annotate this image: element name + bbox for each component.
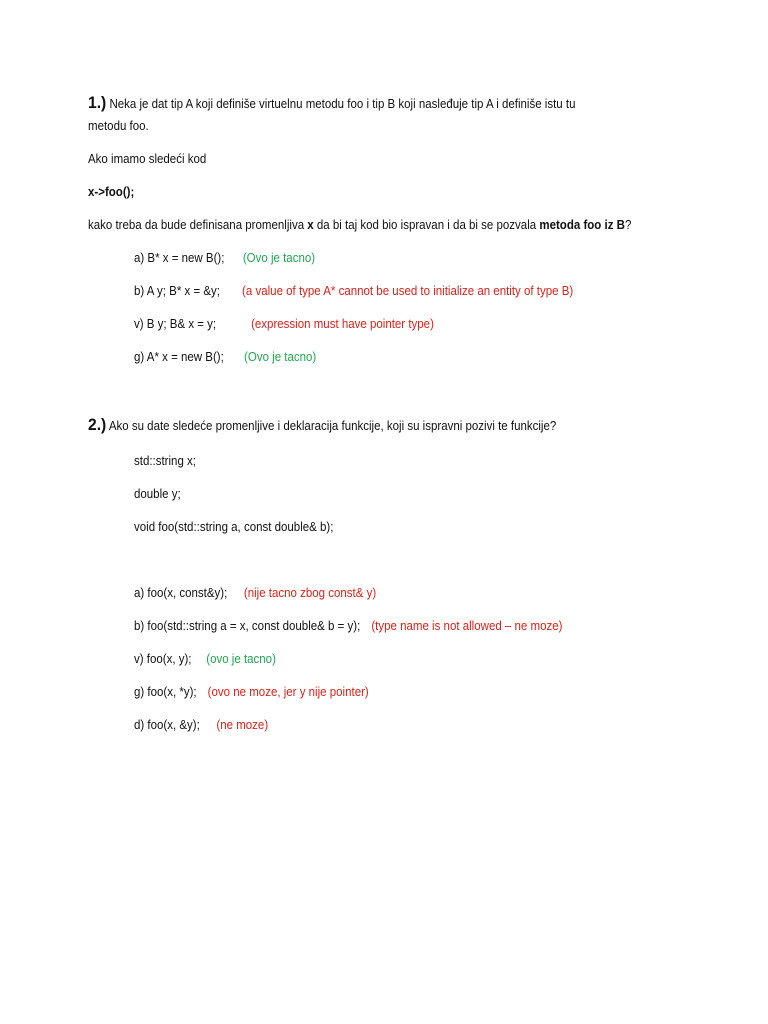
q1-question-method: metoda foo iz B: [539, 218, 625, 232]
q2-answer-d-note: (ne moze): [216, 718, 269, 732]
q1-question-mid: da bi taj kod bio ispravan i da bi se pozvala: [313, 218, 540, 232]
q2-decl-double: double y;: [134, 487, 181, 501]
q1-answer-a: [134, 249, 315, 267]
q1-number: 1.): [88, 93, 107, 112]
q2-answer-b-label: b) foo(std::string a = x, const double& b = y);: [134, 619, 361, 633]
q1-answer-b: [134, 282, 573, 300]
q2-answer-a-note: (nije tacno zbog const& y): [243, 586, 377, 600]
q1-question: [88, 216, 631, 234]
q1-answer-g-label: g) A* x = new B();: [134, 350, 224, 364]
q1-code-lead: Ako imamo sledeći kod: [88, 152, 207, 166]
q2-answer-a: [134, 584, 376, 602]
q1-intro-continuation: metodu foo.: [88, 119, 149, 133]
q2-answer-g-label: g) foo(x, *y);: [134, 685, 197, 699]
q2-answer-g-note: (ovo ne moze, jer y nije pointer): [207, 685, 369, 699]
q1-answer-g-note: (Ovo je tacno): [244, 350, 317, 364]
q2-answer-b: [134, 617, 562, 635]
q2-number: 2.): [88, 415, 107, 434]
q2-answer-v-label: v) foo(x, y);: [134, 652, 192, 666]
q2-intro-text: Ako su date sledeće promenljive i deklaracija funkcije, koji su ispravni pozivi te funkcije?: [106, 419, 557, 433]
q2-answer-b-note: (type name is not allowed – ne moze): [371, 619, 563, 633]
q1-answer-v-note: (expression must have pointer type): [251, 317, 434, 331]
q2-answer-d: [134, 716, 268, 734]
q2-answer-a-label: a) foo(x, const&y);: [134, 586, 228, 600]
q1-intro-text: Neka je dat tip A koji definiše virtuelnu metodu foo i tip B koji nasleđuje tip A i definiše istu tu: [106, 97, 576, 111]
q2-decl-function: void foo(std::string a, const double& b);: [134, 520, 334, 534]
q2-answer-v: [134, 650, 276, 668]
q1-question-pre: kako treba da bude definisana promenljiva: [88, 218, 308, 232]
q2-intro-line: [88, 416, 556, 435]
q1-answer-g: [134, 348, 316, 366]
q1-answer-a-label: a) B* x = new B();: [134, 251, 225, 265]
q1-question-end: ?: [624, 218, 632, 232]
q1-question-var: x: [307, 218, 314, 232]
q1-answer-b-note: (a value of type A* cannot be used to initialize an entity of type B): [242, 284, 574, 298]
q2-answer-g: [134, 683, 369, 701]
q2-decl-string: std::string x;: [134, 454, 196, 468]
q1-code: x->foo();: [88, 185, 135, 199]
q1-intro-line: [88, 94, 575, 113]
q2-answer-d-label: d) foo(x, &y);: [134, 718, 200, 732]
q2-answer-v-note: (ovo je tacno): [206, 652, 276, 666]
q1-answer-v: [134, 315, 434, 333]
q1-answer-a-note: (Ovo je tacno): [242, 251, 316, 265]
q1-answer-b-label: b) A y; B* x = &y;: [134, 284, 220, 298]
q1-answer-v-label: v) B y; B& x = y;: [134, 317, 217, 331]
